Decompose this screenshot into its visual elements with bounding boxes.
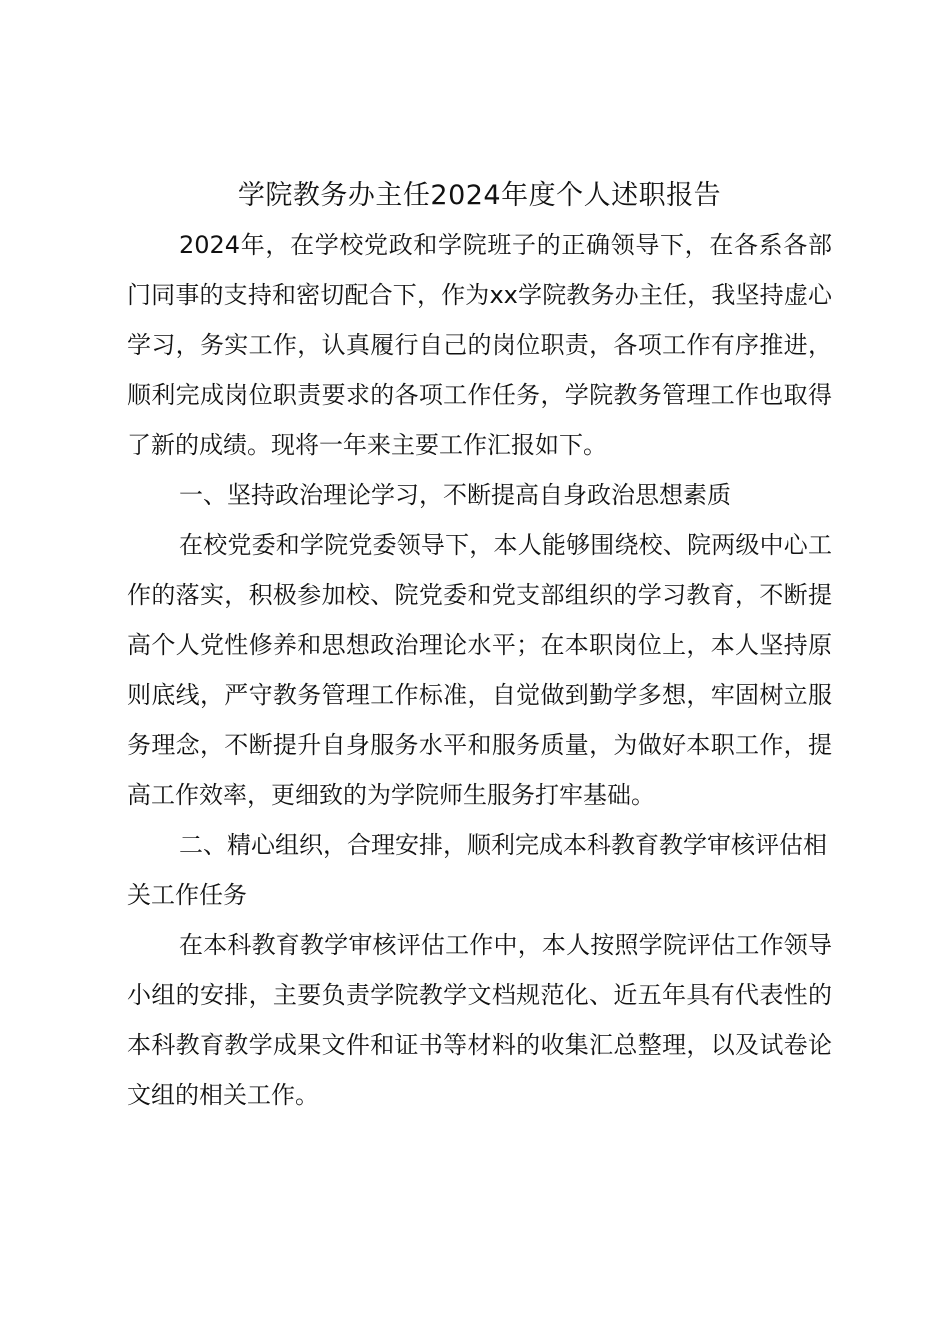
section-1-paragraph: 在校党委和学院党委领导下，本人能够围绕校、院两级中心工作的落实，积极参加校、院党委和党支部组织的学习教育，不断提高个人党性修养和思想政治理论水平；在本职岗位上，本人坚持原则底线，严守教务管理工作标准，自觉做到勤学多想，牢固树立服务理念，不断提升自身服务水平和服务质量，为做好本职工作，提高工作效率，更细致的为学院师生服务打牢基础。 [127, 531, 832, 809]
section-2-paragraph: 在本科教育教学审核评估工作中，本人按照学院评估工作领导小组的安排，主要负责学院教学文档规范化、近五年具有代表性的本科教育教学成果文件和证书等材料的收集汇总整理，以及试卷论文组的相关工作。 [127, 931, 832, 1109]
section-heading-2: 二、精心组织，合理安排，顺利完成本科教育教学审核评估相关工作任务 [127, 831, 827, 909]
intro-paragraph: 2024年，在学校党政和学院班子的正确领导下，在各系各部门同事的支持和密切配合下，作为xx学院教务办主任，我坚持虚心学习，务实工作，认真履行自己的岗位职责，各项工作有序推进，顺利完成岗位职责要求的各项工作任务，学院教务管理工作也取得了新的成绩。现将一年来主要工作汇报如下。 [127, 231, 832, 459]
document-body [127, 178, 832, 1120]
document-title: 学院教务办主任2024年度个人述职报告 [237, 180, 722, 211]
section-heading-1: 一、坚持政治理论学习，不断提高自身政治思想素质 [179, 481, 731, 509]
